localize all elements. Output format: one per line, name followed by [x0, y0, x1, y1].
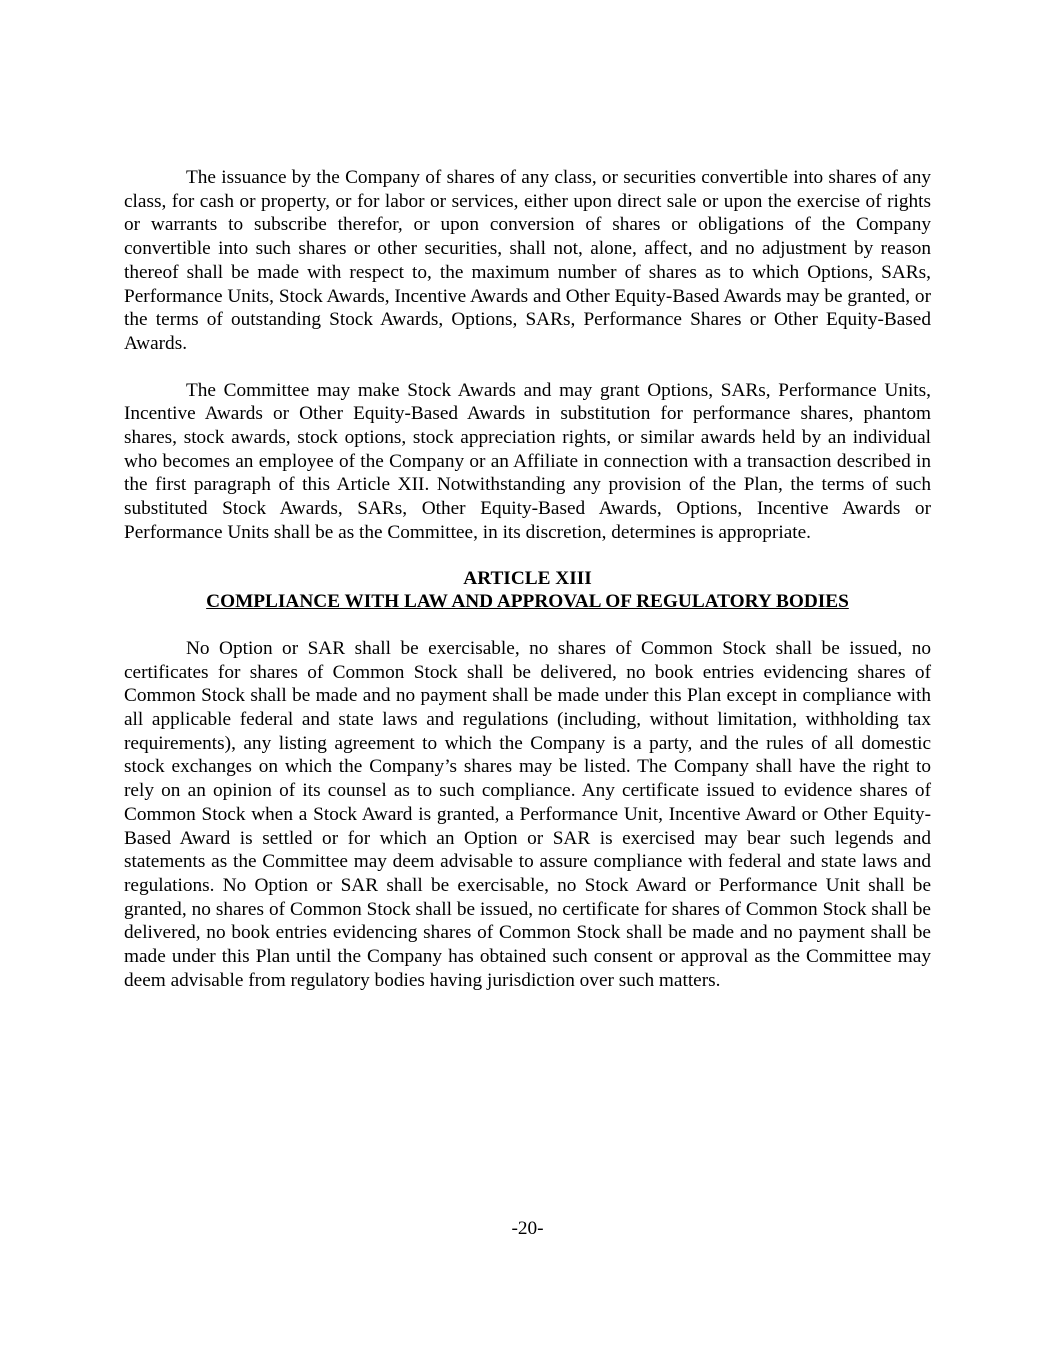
article-number: ARTICLE XIII — [463, 567, 592, 589]
paragraph-issuance-of-shares: The issuance by the Company of shares of any class, or securities convertible into shares of any class, for cash or property, or for labor or services, either upon direct sale or upon the exercise of rights or warrants to subscribe therefor, or upon conversion of shares or obligations of the Company convertible into such shares or other securities, shall not, alone, affect, and no adjustment by reason thereof shall be made with respect to, the maximum number of shares as to which Options, SARs, Performance Units, Stock Awards, Incentive Awards and Other Equity-Based Awards may be granted, or the terms of outstanding Stock Awards, Options, SARs, Performance Shares or Other Equity-Based Awards. — [124, 167, 931, 354]
paragraph-substitution-awards: The Committee may make Stock Awards and may grant Options, SARs, Performance Units, Incentive Awards or Other Equity-Based Awards in substitution for performance shares, phantom shares, stock awards, stock options, stock appreciation rights, or similar awards held by an individual who becomes an employee of the Company or an Affiliate in connection with a transaction described in the first paragraph of this Article XII. Notwithstanding any provision of the Plan, the terms of such substituted Stock Awards, SARs, Other Equity-Based Awards, Options, Incentive Awards or Performance Units shall be as the Committee, in its discretion, determines is appropriate. — [124, 379, 931, 543]
document-page — [124, 166, 931, 993]
article-heading — [124, 567, 931, 614]
page-number: -20- — [511, 1218, 544, 1239]
article-title: COMPLIANCE WITH LAW AND APPROVAL OF REGULATORY BODIES — [206, 591, 849, 613]
paragraph-compliance-with-law: No Option or SAR shall be exercisable, no shares of Common Stock shall be issued, no certificates for shares of Common Stock shall be delivered, no book entries evidencing shares of Common Stock shall be made and no payment shall be made under this Plan except in compliance with all applicable federal and state laws and regulations (including, without limitation, withholding tax requirements), any listing agreement to which the Company is a party, and the rules of all domestic stock exchanges on which the Company’s shares may be listed. The Company shall have the right to rely on an opinion of its counsel as to such compliance. Any certificate issued to evidence shares of Common Stock when a Stock Award is granted, a Performance Unit, Incentive Award or Other Equity-Based Award is settled or for which an Option or SAR is exercised may bear such legends and statements as the Committee may deem advisable to assure compliance with federal and state laws and regulations. No Option or SAR shall be exercisable, no Stock Award or Performance Unit shall be granted, no shares of Common Stock shall be issued, no certificate for shares of Common Stock shall be delivered, no book entries evidencing shares of Common Stock shall be made and no payment shall be made under this Plan until the Company has obtained such consent or approval as the Committee may deem advisable from regulatory bodies having jurisdiction over such matters. — [124, 637, 931, 991]
